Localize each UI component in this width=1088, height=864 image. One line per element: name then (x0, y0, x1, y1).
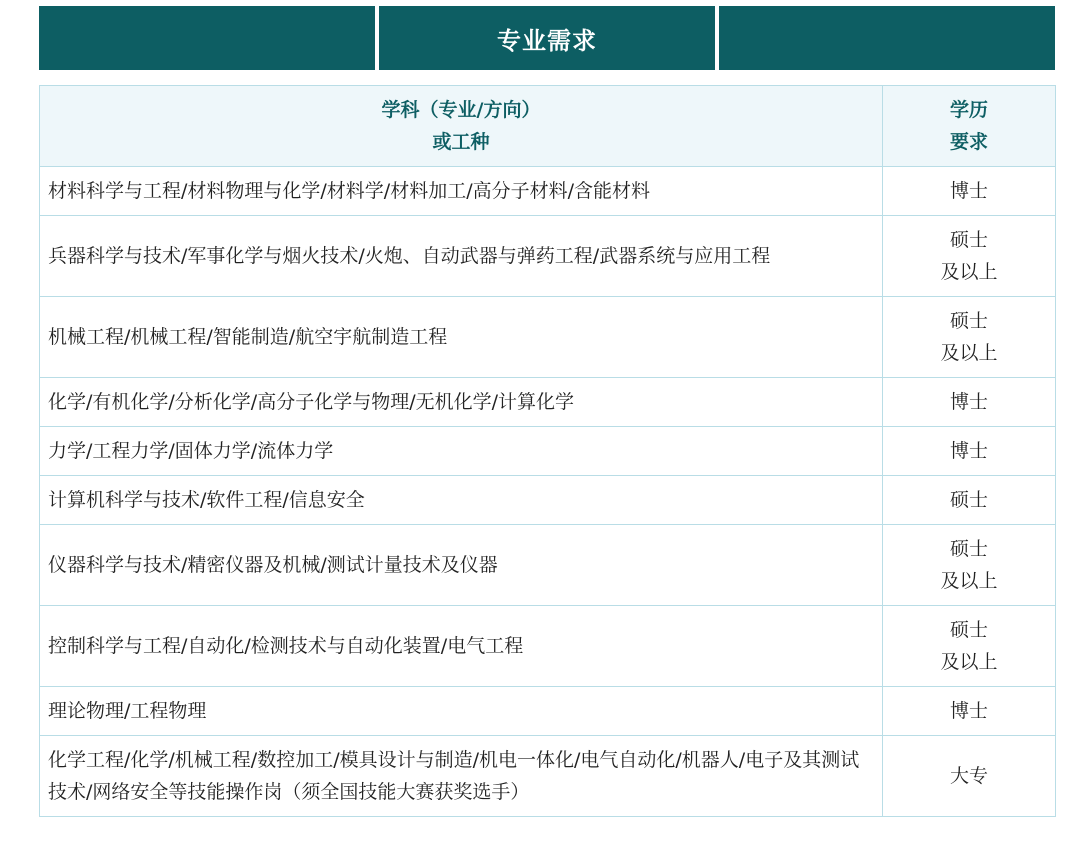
degree-line1: 硕士 (949, 619, 988, 641)
degree-line2: 及以上 (940, 570, 998, 592)
table-row (40, 427, 1056, 476)
degree-line1: 硕士 (949, 310, 988, 332)
subject-cell: 仪器科学与技术/精密仪器及机械/测试计量技术及仪器 (40, 525, 883, 606)
degree-cell (883, 606, 1056, 687)
table-row (40, 297, 1056, 378)
degree-cell (883, 297, 1056, 378)
degree-line2: 及以上 (940, 261, 998, 283)
table-header-row (40, 86, 1056, 167)
degree-line1: 博士 (949, 440, 988, 462)
header-subject (40, 86, 883, 167)
degree-line1: 博士 (949, 391, 988, 413)
degree-cell (883, 476, 1056, 525)
subject-cell: 控制科学与工程/自动化/检测技术与自动化装置/电气工程 (40, 606, 883, 687)
degree-cell (883, 525, 1056, 606)
table-row (40, 216, 1056, 297)
degree-line2: 及以上 (940, 342, 998, 364)
degree-line1: 硕士 (949, 229, 988, 251)
banner-title: 专业需求 (379, 6, 715, 70)
table-row (40, 525, 1056, 606)
subject-cell: 力学/工程力学/固体力学/流体力学 (40, 427, 883, 476)
requirements-table (39, 85, 1056, 817)
table-row (40, 606, 1056, 687)
header-degree-line1: 学历 (949, 99, 988, 121)
table-row (40, 687, 1056, 736)
degree-line1: 大专 (949, 765, 988, 787)
subject-cell: 材料科学与工程/材料物理与化学/材料学/材料加工/高分子材料/含能材料 (40, 167, 883, 216)
header-subject-line1: 学科（专业/方向） (381, 99, 541, 121)
degree-cell (883, 427, 1056, 476)
section-banner (39, 6, 1055, 70)
header-degree-line2: 要求 (949, 131, 988, 153)
subject-cell: 兵器科学与技术/军事化学与烟火技术/火炮、自动武器与弹药工程/武器系统与应用工程 (40, 216, 883, 297)
subject-cell: 化学/有机化学/分析化学/高分子化学与物理/无机化学/计算化学 (40, 378, 883, 427)
degree-line2: 及以上 (940, 651, 998, 673)
degree-cell (883, 736, 1056, 817)
subject-cell: 理论物理/工程物理 (40, 687, 883, 736)
banner-left-block (39, 6, 375, 70)
degree-line1: 博士 (949, 700, 988, 722)
degree-line1: 硕士 (949, 538, 988, 560)
degree-line1: 硕士 (949, 489, 988, 511)
degree-cell (883, 687, 1056, 736)
header-subject-line2: 或工种 (432, 131, 490, 153)
subject-cell: 化学工程/化学/机械工程/数控加工/模具设计与制造/机电一体化/电气自动化/机器人/电子及其测试技术/网络安全等技能操作岗（须全国技能大赛获奖选手） (40, 736, 883, 817)
subject-cell: 计算机科学与技术/软件工程/信息安全 (40, 476, 883, 525)
degree-cell (883, 378, 1056, 427)
banner-right-block (719, 6, 1055, 70)
degree-line1: 博士 (949, 180, 988, 202)
table-row (40, 167, 1056, 216)
degree-cell (883, 216, 1056, 297)
table-row (40, 378, 1056, 427)
header-degree (883, 86, 1056, 167)
degree-cell (883, 167, 1056, 216)
subject-cell: 机械工程/机械工程/智能制造/航空宇航制造工程 (40, 297, 883, 378)
table-row (40, 476, 1056, 525)
table-row (40, 736, 1056, 817)
